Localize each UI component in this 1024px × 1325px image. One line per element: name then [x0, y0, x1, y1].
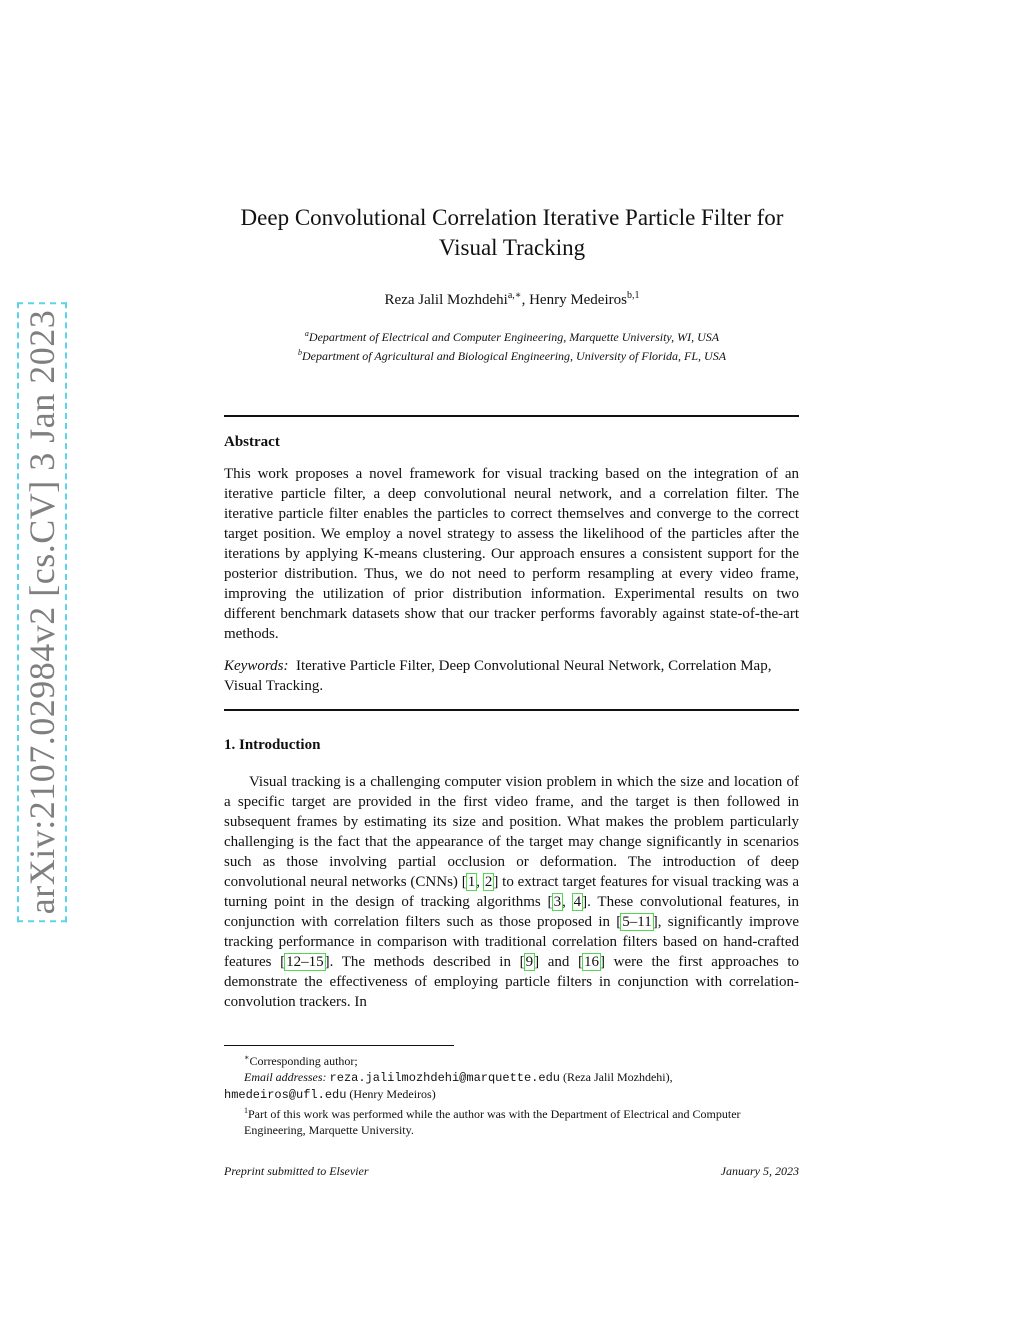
footnote-rule: [224, 1045, 454, 1046]
introduction-paragraph: [224, 772, 799, 1012]
citation-link[interactable]: 1: [467, 874, 476, 890]
email-link[interactable]: reza.jalilmozhdehi@marquette.edu: [329, 1071, 560, 1085]
citation-link[interactable]: 2: [484, 874, 493, 890]
affiliation-b-mark: b: [297, 348, 302, 357]
footnote-1-text: Part of this work was performed while the author was with the Department of Electrical and Computer Engineering, Marquette University.: [244, 1107, 741, 1137]
keywords: [224, 656, 799, 696]
intro-text: ]. The methods described in [: [324, 954, 525, 970]
affiliation-b: [200, 345, 824, 364]
author-list: [200, 290, 824, 309]
author-name-1: Reza Jalil Mozhdehi: [384, 292, 508, 308]
paper-title: [200, 203, 824, 263]
arxiv-identifier-stamp[interactable]: arXiv:2107.02984v2 [cs.CV] 3 Jan 2023: [17, 302, 67, 922]
affiliations: [200, 326, 824, 364]
title-line-2: Visual Tracking: [438, 235, 586, 260]
footnote-emails-cont: [224, 1086, 799, 1103]
preprint-date: January 5, 2023: [720, 1164, 799, 1178]
email-label: Email addresses:: [244, 1070, 327, 1084]
intro-text: ] were the first approaches to demonstrate the effectiveness of employing particle filters in conjunction with correlation-convolution trackers. In: [224, 954, 799, 1010]
intro-text: ] and [: [534, 954, 584, 970]
intro-text: ]. These convolutional features, in conjunction with correlation filters such as those proposed in [: [224, 894, 800, 930]
footnote-1-mark: 1: [244, 1106, 248, 1115]
footnote-corresponding-mark: ∗: [244, 1053, 250, 1062]
intro-text: ], significantly improve tracking performance in comparison with traditional correlation filters based on hand-crafted features [: [224, 914, 799, 970]
author-separator: ,: [521, 292, 530, 308]
intro-text: Visual tracking is a challenging computer vision problem in which the size and location of a specific target are provided in the first video frame, and the target is then followed in subsequent frames by estimating its size and position. What makes the problem particularly challenging is the fact that the appearance of the target may change significantly in scenarios such as those involving partial occlusion or deformation. The introduction of deep convolutional neural networks (CNNs) [: [224, 774, 799, 890]
keywords-text: Iterative Particle Filter, Deep Convolutional Neural Network, Correlation Map, Visual Tracking.: [224, 658, 772, 694]
author-2-marks: b,1: [626, 290, 640, 301]
citation-link[interactable]: 3: [553, 894, 562, 910]
footnote-corresponding: [224, 1050, 799, 1069]
keywords-label: Keywords:: [224, 658, 289, 674]
abstract-bottom-rule: [224, 709, 799, 711]
intro-text: ] to extract target features for visual tracking was a turning point in the design of tracking algorithms [: [224, 874, 800, 910]
citation-link[interactable]: 9: [525, 954, 534, 970]
abstract-heading: Abstract: [224, 434, 280, 450]
affiliation-a-mark: a: [304, 329, 309, 338]
abstract-top-rule: [224, 415, 799, 417]
citation-link[interactable]: 12–15: [286, 954, 324, 970]
affiliation-a: [200, 326, 824, 345]
title-line-1: Deep Convolutional Correlation Iterative Particle Filter for: [240, 205, 784, 230]
section-heading-introduction: 1. Introduction: [224, 737, 321, 753]
preprint-notice: Preprint submitted to Elsevier: [224, 1164, 369, 1178]
footnote-1: [224, 1103, 799, 1138]
email-link[interactable]: hmedeiros@ufl.edu: [224, 1088, 347, 1102]
abstract-body: This work proposes a novel framework for visual tracking based on the integration of an iterative particle filter, a deep convolutional neural network, and a correlation filter. The iterative particle filter enables the particles to correct themselves and converge to the correct target position. We employ a novel strategy to assess the likelihood of the particles after the iterations by applying K-means clustering. Our approach ensures a consistent support for the posterior distribution. Thus, we do not need to perform resampling at every video frame, improving the utilization of prior distribution information. Experimental results on two different benchmark datasets show that our tracker performs favorably against state-of-the-art methods.: [224, 466, 799, 642]
email-owner: (Henry Medeiros): [346, 1087, 436, 1101]
footnotes: [224, 1050, 799, 1138]
affiliation-b-text: Department of Agricultural and Biological Engineering, University of Florida, FL, USA: [301, 349, 727, 363]
intro-text: ,: [562, 894, 573, 910]
citation-link[interactable]: 5–11: [622, 914, 652, 930]
citation-link[interactable]: 4: [573, 894, 582, 910]
affiliation-a-text: Department of Electrical and Computer Engineering, Marquette University, WI, USA: [308, 330, 720, 344]
citation-link[interactable]: 16: [584, 954, 600, 970]
footnote-corresponding-text: Corresponding author;: [249, 1054, 358, 1068]
author-name-2: Henry Medeiros: [529, 292, 627, 308]
author-1-marks: a,∗: [507, 290, 522, 301]
footnote-emails: [224, 1069, 799, 1086]
email-owner: (Reza Jalil Mozhdehi),: [559, 1070, 673, 1084]
intro-text: ,: [476, 874, 484, 890]
